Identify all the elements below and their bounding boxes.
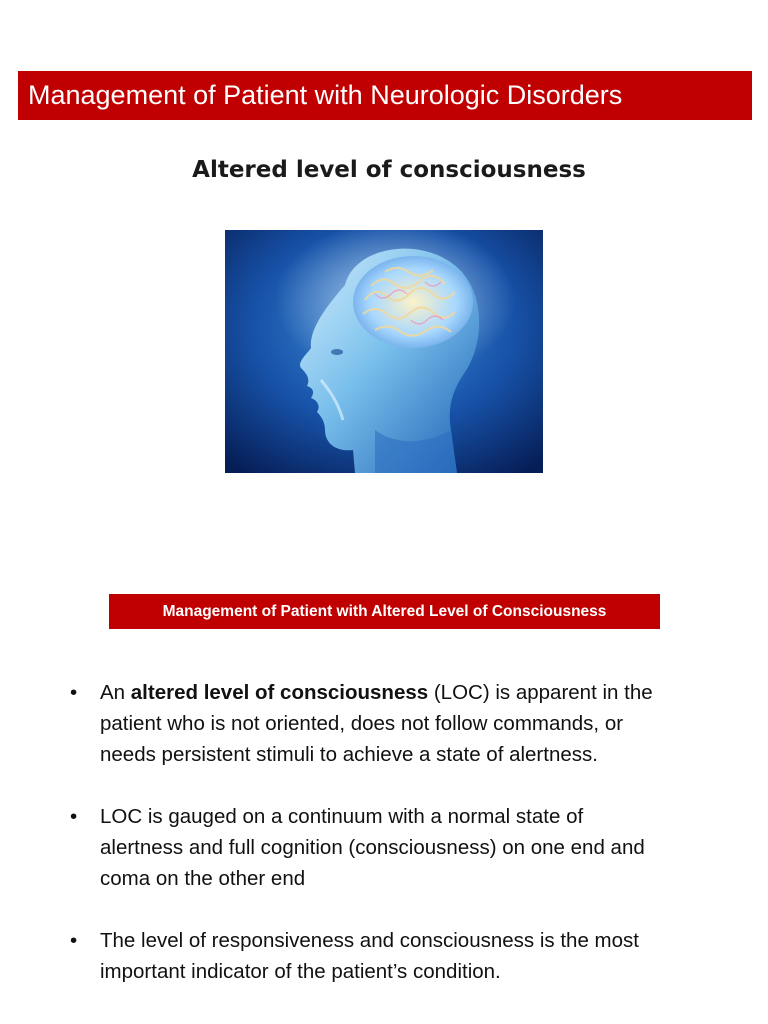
bullet-marker: • [70,929,78,952]
bullet-marker: • [70,681,78,704]
section-heading-banner [109,594,660,629]
page-title: Management of Patient with Neurologic Disorders [28,80,623,110]
brain-head-icon [225,230,543,473]
bullet-text: The level of responsiveness and consciousness is the most important indicator of the patient’s condition. [100,929,639,983]
slide-subtitle: Altered level of consciousness [192,157,586,183]
bullet-intro: An [100,681,131,704]
bullet-list [70,677,670,987]
bullet-emphasis: altered level of consciousness [130,681,429,704]
bullet-text: LOC is gauged on a continuum with a normal state of alertness and full cognition (consciousness) on one end and coma on the other end [100,805,645,890]
brain-head-image [225,230,543,473]
section-heading: Management of Patient with Altered Level of Consciousness [162,603,607,620]
bullet-text: (LOC) is apparent in the patient who is not oriented, does not follow commands, or needs persistent stimuli to achieve a state of alertness. [100,681,653,766]
list-item [70,925,670,987]
bullet-marker: • [70,805,78,828]
list-item [70,801,670,894]
page-title-banner [18,71,752,120]
list-item [70,677,670,770]
